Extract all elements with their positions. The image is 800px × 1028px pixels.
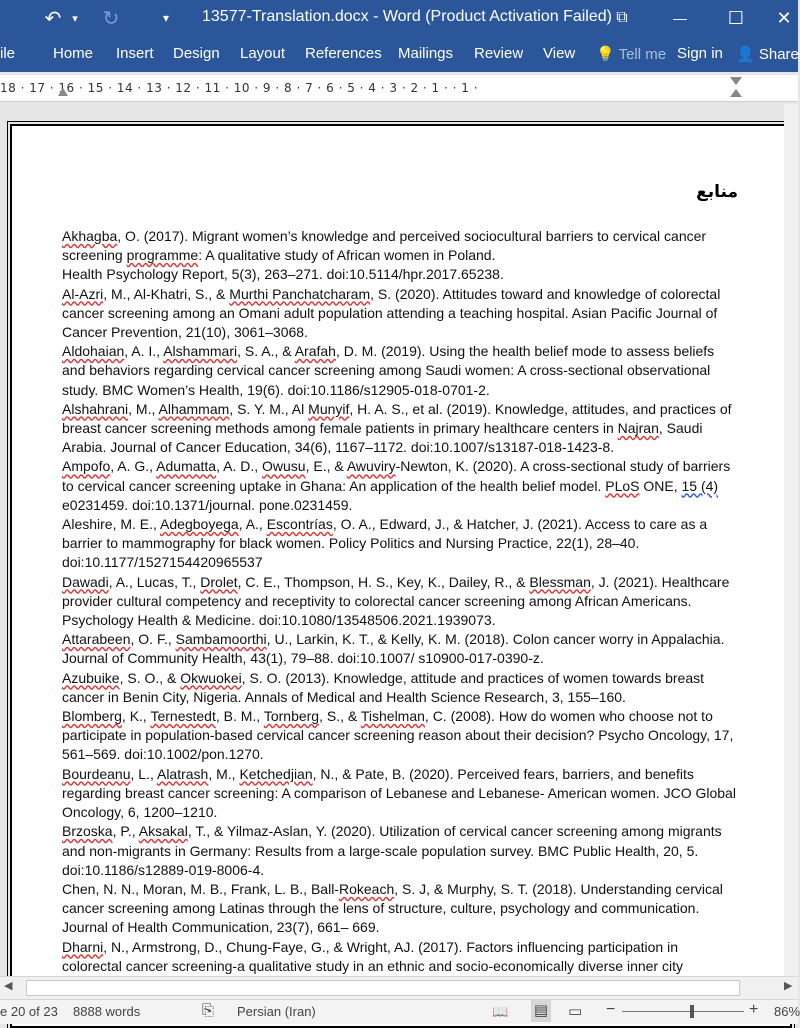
vertical-scrollbar[interactable] <box>784 104 798 976</box>
misspelled-word: Alhammam <box>158 400 230 417</box>
reference-text: , O. A., Edward, J., & Hatcher, J. (2021). Access to care as a barrier to mammography for black women. Policy Politics and Nursing Practice, 22(1), 28–40. doi:10.1177/1527154420965537 <box>62 516 708 571</box>
misspelled-word: Aksakal <box>138 823 188 840</box>
ruler-labels: 18 · 17 · 16 · 15 · 14 · 13 · 12 · 11 · 10 · 9 · 8 · 7 · 6 · 5 · 4 · 3 · 2 · 1 · · 1 · <box>0 81 479 95</box>
reference-text: , N., & Pate, B. (2020). Perceived fears, barriers, and benefits regarding breast cancer screening: A comparison of Lebanese and Lebanese- American women. JCO Global Oncology, 6, 1200–1210. <box>62 765 736 821</box>
misspelled-word: Bourdeanu <box>62 765 131 782</box>
page-count[interactable]: e 20 of 23 <box>0 1004 58 1019</box>
language-indicator[interactable]: Persian (Iran) <box>237 1004 316 1019</box>
print-layout-icon[interactable]: ▤ <box>531 1000 551 1022</box>
reference-text: , A. G., <box>110 458 157 475</box>
sign-in-link[interactable]: Sign in <box>677 45 723 62</box>
misspelled-word: Alatrash <box>156 765 209 782</box>
document-area[interactable] <box>0 104 798 976</box>
web-layout-icon[interactable]: ▭ <box>568 1003 583 1020</box>
misspelled-word: programme <box>126 247 199 264</box>
window-title: 13577-Translation.docx - Word (Product Activation Failed) <box>202 8 612 25</box>
misspelled-word: Ternestedt <box>150 708 216 725</box>
reference-text: , S. A., & <box>237 343 295 360</box>
undo-dropdown-icon[interactable]: ▾ <box>72 12 78 25</box>
reference-text: , S. O. (2013). Knowledge, attitude and practices of women towards breast cancer in Benin City, Nigeria. Annals of Medical and Health Science Research, 3, 155–160. <box>62 669 704 705</box>
tell-me-box[interactable] <box>596 45 666 63</box>
misspelled-word: Akhagba <box>62 228 118 244</box>
reference-text: , O. F., <box>130 631 176 648</box>
title-bar <box>0 0 798 36</box>
misspelled-word: Blomberg <box>62 708 122 725</box>
close-icon[interactable]: ✕ <box>776 7 792 28</box>
reference-entry[interactable] <box>62 822 737 880</box>
misspelled-word: Alshammari <box>163 343 238 360</box>
reference-text: , M., <box>208 765 240 782</box>
undo-icon[interactable]: ↶ <box>44 7 62 30</box>
reference-text: , U., Larkin, K. T., & Kelly, K. M. (2018). Colon cancer worry in Appalachia. Journal of Community Health, 43(1), 79–88. doi:10.1007/ s10900-017-0390-z. <box>62 631 725 667</box>
reference-text: , O. (2017). Migrant women’s knowledge and perceived sociocultural barriers to cervical cancer screening <box>62 228 707 264</box>
ribbon-tabs <box>0 36 798 72</box>
misspelled-word: Okwuokei <box>180 669 242 686</box>
tab-mailings[interactable]: Mailings <box>398 45 454 62</box>
misspelled-word: Drolet <box>200 573 238 590</box>
reference-entry[interactable] <box>62 227 737 265</box>
read-mode-icon[interactable]: 📖 <box>492 1004 509 1019</box>
misspelled-word: Al-Azri <box>62 285 104 302</box>
reference-text: , A. D., <box>216 458 263 475</box>
tell-me-label: Tell me <box>618 46 667 63</box>
reference-entry[interactable] <box>62 265 737 284</box>
misspelled-word: Rokeach <box>338 880 395 897</box>
customize-toolbar-icon[interactable]: ▾ <box>162 11 170 25</box>
misspelled-word: Owusu <box>262 458 306 475</box>
word-count[interactable]: 8888 words <box>73 1004 141 1019</box>
misspelled-word: Tishelman <box>360 708 425 725</box>
share-button[interactable] <box>736 45 799 63</box>
tab-references[interactable]: References <box>305 45 382 62</box>
first-line-indent-marker[interactable] <box>730 77 742 85</box>
zoom-slider-thumb[interactable] <box>690 1005 694 1018</box>
reference-text: -Newton, K. (2020). A cross-sectional study of barriers to cervical cancer screening uptake in Ghana: An application of the health belief model. <box>62 458 731 494</box>
maximize-icon[interactable]: ☐ <box>727 7 745 28</box>
reference-text: Health Psychology Report, 5(3), 263–271. doi:10.5114/hpr.2017.65238. <box>62 266 504 283</box>
document-page[interactable] <box>10 124 792 1028</box>
reference-list[interactable] <box>62 227 737 995</box>
horizontal-scroll-thumb[interactable] <box>26 980 740 996</box>
zoom-in-button[interactable]: + <box>749 1001 759 1018</box>
minimize-icon[interactable]: — <box>673 10 687 26</box>
reference-text: , M., <box>128 400 159 417</box>
tab-home[interactable]: Home <box>53 45 94 62</box>
misspelled-word: Azubuike <box>62 669 120 686</box>
reference-text: Chen, N. N., Moran, M. B., Frank, L. B., Ball- <box>62 880 339 897</box>
misspelled-word: Brzoska <box>62 823 113 840</box>
reference-text: , J. (2021). Healthcare provider cultural competency and receptivity to colorectal cancer screening among African Americans. Psychology Health & Medicine. doi:10.1080/13548506.2021.1939073. <box>62 573 730 629</box>
right-indent-marker[interactable] <box>58 88 68 96</box>
reference-text: , S., & <box>319 708 361 725</box>
tab-review[interactable]: Review <box>474 45 524 62</box>
reference-text: , C. (2008). How do women who choose not to participate in population-based cervical cancer screening reason about their decision? Psycho Oncology, 17, 561–569. doi:10.1002/pon.1270. <box>62 708 734 763</box>
reference-entry[interactable] <box>62 573 737 631</box>
tab-view[interactable]: View <box>543 45 576 62</box>
zoom-slider[interactable] <box>622 1011 744 1012</box>
reference-text: , E., & <box>305 458 347 475</box>
reference-entry[interactable] <box>62 765 737 823</box>
reference-text: Aleshire, M. E., <box>62 516 161 533</box>
reference-text: , S. (2020). Attitudes toward and knowledge of colorectal cancer screening among an Omani adult population attending a teaching hospital. Asian Pacific Journal of Cancer Prevention, 21(10), 3061–3068. <box>62 285 721 341</box>
misspelled-word: Ketchedjian <box>239 765 313 782</box>
person-icon: 👤 <box>736 46 755 63</box>
misspelled-word: Sambamoorthi <box>175 631 267 648</box>
reference-text: e0231459. doi:10.1371/journal. pone.0231459. <box>62 496 353 513</box>
reference-text: , S. O., & <box>119 669 181 686</box>
zoom-out-button[interactable]: − <box>606 1001 616 1018</box>
grammar-flag: 15 (4) <box>681 477 719 494</box>
lightbulb-icon: 💡 <box>596 46 615 63</box>
misspelled-word: Aldohaian <box>62 343 125 360</box>
reference-text: , S. Y. M., Al <box>229 400 309 417</box>
misspelled-word: Dawadi <box>62 573 109 590</box>
ribbon-display-options-icon[interactable]: ⧉ <box>616 9 628 26</box>
misspelled-word: Arafah <box>294 343 336 360</box>
tab-design[interactable]: Design <box>173 45 220 62</box>
misspelled-word: Escontrías <box>266 516 333 533</box>
misspelled-word: Blessman <box>529 573 591 590</box>
reference-text: : A qualitative study of African women in Poland. <box>198 247 496 264</box>
zoom-level[interactable]: 86% <box>774 1004 800 1019</box>
misspelled-word: Adumatta <box>156 458 217 475</box>
reference-entry[interactable] <box>62 669 737 707</box>
reference-entry[interactable] <box>62 457 737 515</box>
reference-text: , A., <box>238 516 267 533</box>
reference-text: , D. M. (2019). Using the health belief mode to assess beliefs and behaviors regarding cervical cancer screening among Saudi women: A cross-sectional observational study. BMC Women’s Health, 19(6). doi:10.1186/s12905-018-0701-2. <box>62 343 715 398</box>
reference-entry[interactable] <box>62 880 737 938</box>
reference-text: , L., <box>130 765 157 782</box>
tab-file[interactable]: ile <box>0 45 16 62</box>
misspelled-word: Dharni <box>62 938 104 955</box>
reference-entry[interactable] <box>62 707 737 765</box>
references-heading: منابع <box>696 182 738 202</box>
misspelled-word: Tornberg <box>263 708 320 725</box>
reference-text: , S. J, & Murphy, S. T. (2018). Understanding cervical cancer screening among Latinas through the lens of structure, culture, psychology and communication. Journal of Health Communication, 23(7), 661– 669. <box>62 880 723 936</box>
reference-entry[interactable] <box>62 400 737 458</box>
reference-text: , A. I., <box>124 343 164 360</box>
misspelled-word: PLoS <box>605 477 640 494</box>
redo-icon: ↻ <box>102 7 120 30</box>
proofing-icon[interactable]: ⎘ <box>202 1002 215 1019</box>
misspelled-word: Alshahrani <box>62 400 129 417</box>
reference-text: ONE, <box>639 477 682 494</box>
misspelled-word: Munyif <box>308 400 350 417</box>
reference-text: , B. M., <box>215 708 264 725</box>
misspelled-word: Najran <box>617 420 659 437</box>
tab-layout[interactable]: Layout <box>240 45 286 62</box>
horizontal-ruler[interactable] <box>0 75 798 102</box>
scroll-right-icon[interactable]: ▶ <box>784 980 793 992</box>
misspelled-word: Attarabeen <box>62 631 131 648</box>
reference-entry[interactable] <box>62 285 737 343</box>
reference-text: , P., <box>112 823 139 840</box>
misspelled-word: Adegboyega <box>160 516 239 533</box>
reference-text: , K., <box>121 708 151 725</box>
misspelled-word: Awuviry <box>346 458 396 475</box>
scroll-left-icon[interactable]: ◀ <box>4 980 13 992</box>
reference-text: , C. E., Thompson, H. S., Key, K., Dailey, R., & <box>237 573 530 590</box>
reference-entry[interactable] <box>62 342 737 400</box>
reference-entry[interactable] <box>62 515 737 573</box>
misspelled-word: Murthi Panchatcharam <box>229 285 371 302</box>
reference-text: , T., & Yilmaz-Aslan, Y. (2020). Utilization of cervical cancer screening among migrants and non-migrants in Germany: Results from a large-scale population survey. BMC Public Health, 20, 5. doi:10.1186/s12889-019-8006-4. <box>62 823 722 878</box>
misspelled-word: Ampofo <box>62 458 111 475</box>
status-bar <box>0 999 798 1024</box>
reference-text: , Saudi Arabia. Journal of Cancer Education, 34(6), 1167–1172. doi:10.1007/s13187-018-1423-8. <box>62 420 703 456</box>
reference-text: , A., Lucas, T., <box>108 573 201 590</box>
reference-text: , H. A. S., et al. (2019). Knowledge, attitudes, and practices of breast cancer screening methods among female patients in primary healthcare centers in <box>62 400 732 437</box>
reference-text: , N., Armstrong, D., Chung-Faye, G., & Wright, AJ. (2017). Factors influencing participation in colorectal cancer screening-a qualitative study in an ethnic and socio-economically diverse inner city <box>62 938 683 974</box>
share-label: Share <box>758 46 799 63</box>
tab-insert[interactable]: Insert <box>116 45 154 62</box>
reference-entry[interactable] <box>62 630 737 668</box>
reference-text: , M., Al-Khatri, S., & <box>103 285 230 302</box>
hanging-indent-marker[interactable] <box>730 89 742 97</box>
horizontal-scrollbar[interactable] <box>0 976 798 999</box>
